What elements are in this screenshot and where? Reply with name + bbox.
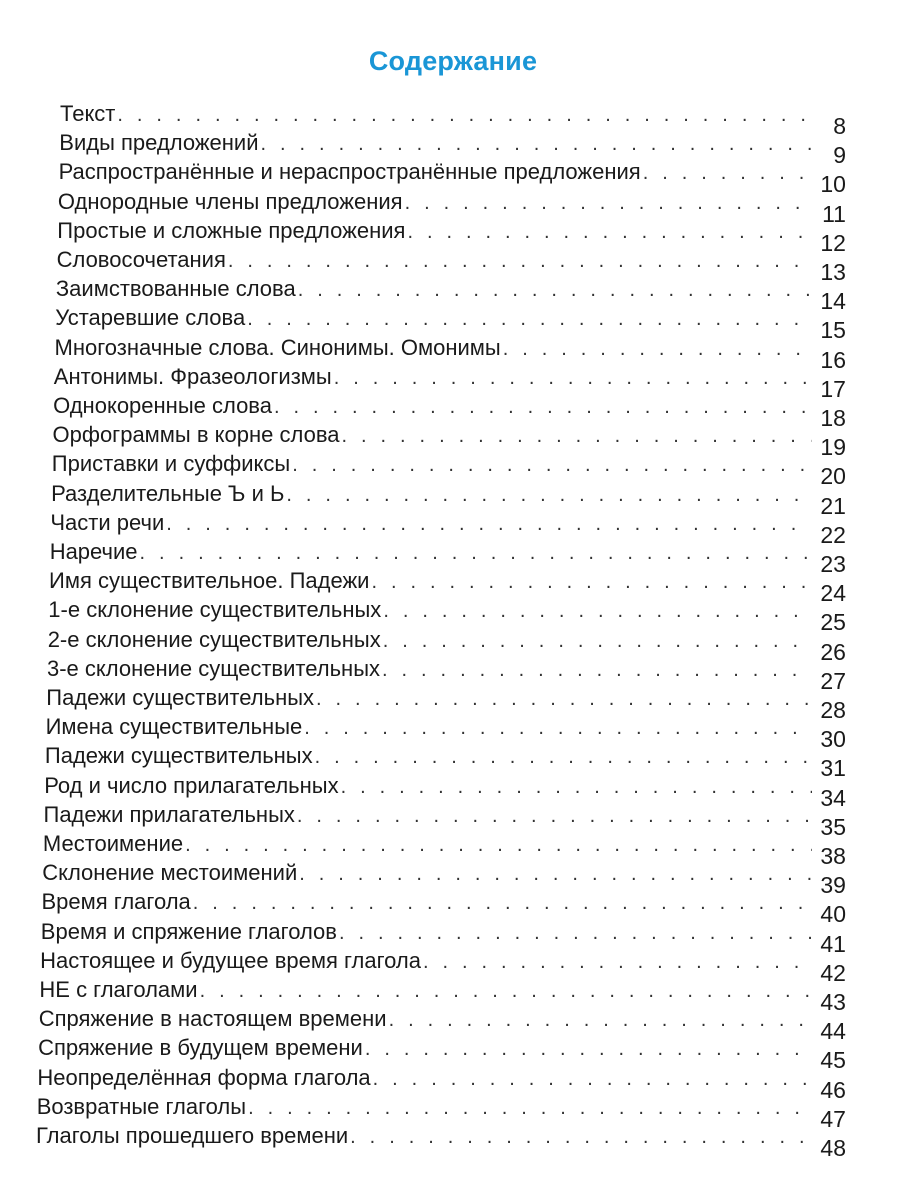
toc-entry-page-number: 31 — [820, 755, 846, 782]
toc-dot-leader — [228, 251, 812, 271]
toc-entry-page-number: 34 — [820, 784, 846, 811]
toc-entry-page-number: 48 — [820, 1135, 846, 1161]
toc-dot-leader — [365, 1039, 812, 1059]
toc-entry — [52, 417, 847, 461]
toc-dot-leader — [334, 368, 812, 388]
toc-dot-leader — [371, 572, 812, 592]
toc-dot-leader — [423, 952, 812, 972]
toc-title: Содержание — [368, 46, 538, 76]
toc-entry-page-number: 43 — [820, 989, 846, 1015]
toc-dot-leader — [339, 923, 812, 943]
toc-dot-leader — [350, 1127, 812, 1147]
toc-entry-label: Заимствованные слова — [55, 276, 296, 302]
toc-dot-leader — [299, 864, 812, 884]
toc-entry-label: Спряжение в настоящем времени — [38, 1006, 387, 1032]
toc-entry — [44, 768, 846, 811]
toc-entry-label: Падежи прилагательных — [43, 801, 295, 827]
toc-entry — [49, 534, 846, 577]
toc-entry-page-number: 41 — [820, 930, 846, 957]
toc-entry-label: Однокоренные слова — [53, 393, 272, 418]
toc-entry — [47, 651, 846, 694]
toc-entry-label: НЕ с глаголами — [39, 977, 198, 1002]
toc-entry-page-number: 24 — [820, 580, 846, 607]
toc-entry — [60, 96, 846, 139]
toc-entry — [55, 271, 846, 315]
toc-entry — [42, 855, 846, 899]
toc-entry — [47, 622, 846, 665]
toc-entry — [56, 242, 846, 285]
toc-entry-label: Текст — [60, 101, 116, 126]
toc-entry-page-number: 28 — [820, 697, 846, 723]
toc-entry — [36, 1118, 846, 1161]
toc-entry — [40, 914, 846, 957]
toc-entry-page-number: 8 — [833, 113, 846, 139]
toc-entry — [51, 446, 846, 490]
toc-entry — [46, 680, 846, 723]
toc-dot-leader — [247, 309, 812, 329]
toc-entry-page-number: 14 — [820, 288, 846, 315]
toc-entry-label: Глаголы прошедшего времени — [36, 1123, 349, 1148]
toc-entry — [48, 592, 846, 636]
toc-entry-page-number: 45 — [820, 1047, 846, 1074]
toc-dot-leader — [315, 747, 812, 767]
toc-entry-page-number: 12 — [820, 229, 846, 256]
toc-entry-label: Род и число прилагательных — [44, 772, 339, 798]
toc-entry-page-number: 42 — [820, 959, 846, 986]
toc-entry-page-number: 27 — [820, 667, 846, 694]
toc-entry-page-number: 23 — [820, 551, 846, 577]
toc-entry-page-number: 10 — [820, 171, 846, 198]
toc-entry-page-number: 35 — [820, 813, 846, 840]
toc-entry — [38, 1030, 846, 1074]
toc-dot-leader — [274, 397, 812, 417]
toc-entry-label: 1-е склонение существительных — [48, 597, 382, 623]
toc-dot-leader — [405, 193, 812, 213]
toc-entry-label: Возвратные глаголы — [36, 1093, 247, 1119]
toc-entry-label: Время и спряжение глаголов — [40, 918, 337, 944]
toc-entry-label: Падежи существительных — [44, 743, 313, 769]
toc-entry-label: Склонение местоимений — [42, 860, 298, 886]
toc-entry-label: Время глагола — [41, 889, 191, 915]
toc-entry — [53, 388, 846, 431]
toc-entry-page-number: 20 — [820, 463, 846, 490]
toc-entry-page-number: 19 — [820, 434, 846, 461]
toc-entry — [43, 797, 847, 840]
toc-entry-page-number: 44 — [820, 1018, 846, 1045]
toc-dot-leader — [389, 1010, 812, 1030]
toc-entry-page-number: 38 — [820, 843, 846, 869]
toc-entry-page-number: 47 — [820, 1105, 846, 1132]
toc-entry-page-number: 13 — [820, 259, 846, 285]
toc-entry-label: Словосочетания — [56, 247, 226, 272]
toc-entry — [59, 125, 846, 169]
toc-dot-leader — [383, 601, 812, 621]
toc-entry-label: Настоящее и будущее время глагола — [40, 947, 421, 973]
toc-entry-page-number: 40 — [820, 901, 846, 928]
toc-entry — [58, 154, 846, 198]
toc-entry-label: Орфограммы в корне слова — [52, 422, 340, 448]
toc-entry-label: Многозначные слова. Синонимы. Омонимы — [54, 334, 501, 360]
toc-dot-leader — [643, 163, 812, 183]
toc-entry-label: Антонимы. Фразеологизмы — [53, 363, 332, 389]
toc-dot-leader — [304, 718, 812, 738]
toc-entry — [49, 563, 846, 607]
toc-dot-leader — [261, 134, 812, 154]
toc-entry — [39, 972, 846, 1015]
toc-entry-label: 2-е склонение существительных — [47, 626, 381, 652]
toc-entry — [53, 359, 846, 402]
toc-entry-label: Однородные члены предложения — [57, 188, 403, 214]
toc-dot-leader — [248, 1098, 812, 1118]
toc-entry — [51, 476, 846, 519]
toc-entry-label: Имена существительные — [45, 714, 303, 740]
toc-entry-label: 3-е склонение существительных — [47, 655, 381, 681]
toc-entry — [37, 1060, 846, 1103]
toc-entry — [54, 330, 847, 373]
toc-entry-label: Неопределённая форма глагола — [37, 1064, 371, 1090]
toc-entry-page-number: 39 — [820, 872, 846, 899]
toc-dot-leader — [382, 660, 812, 680]
toc-entry-label: Простые и сложные предложения — [57, 217, 406, 243]
toc-entry-page-number: 30 — [820, 726, 846, 753]
toc-dot-leader — [298, 280, 812, 300]
toc-entry — [40, 943, 846, 986]
toc-entry-page-number: 21 — [820, 492, 846, 519]
toc-entry — [55, 300, 846, 344]
toc-entry-page-number: 9 — [833, 142, 846, 169]
toc-dot-leader — [316, 689, 812, 709]
toc-entry-label: Виды предложений — [59, 130, 259, 156]
toc-dot-leader — [297, 806, 812, 826]
toc-entry-label: Падежи существительных — [46, 685, 315, 710]
toc-entry-page-number: 11 — [822, 200, 846, 227]
toc-entry — [41, 884, 847, 928]
toc-entry-page-number: 22 — [820, 521, 846, 548]
toc-entry-label: Спряжение в будущем времени — [38, 1035, 363, 1061]
toc-dot-leader — [117, 105, 812, 125]
toc-entry-label: Разделительные Ъ и Ь — [51, 480, 285, 506]
toc-entry — [45, 709, 846, 753]
toc-entry-label: Наречие — [49, 539, 138, 564]
toc-entry — [57, 213, 846, 256]
toc-dot-leader — [383, 631, 812, 651]
toc-dot-leader — [407, 222, 812, 242]
toc-dot-leader — [503, 339, 812, 359]
toc-dot-leader — [193, 893, 812, 913]
toc-entry-label: Приставки и суффиксы — [51, 451, 291, 477]
toc-entry-label: Распространённые и нераспространённые предложения — [58, 159, 641, 185]
toc-entry-page-number: 17 — [820, 375, 846, 402]
toc-dot-leader — [166, 514, 812, 534]
toc-dot-leader — [373, 1069, 812, 1089]
toc-dot-leader — [200, 981, 812, 1001]
toc-entry — [36, 1089, 846, 1132]
toc-dot-leader — [286, 485, 812, 505]
toc-dot-leader — [341, 777, 812, 797]
toc-entry — [44, 738, 846, 782]
toc-dot-leader — [292, 455, 812, 475]
toc-entry — [50, 505, 846, 548]
toc-entry-label: Имя существительное. Падежи — [49, 568, 370, 594]
toc-dot-leader — [140, 543, 812, 563]
toc-entry-page-number: 46 — [820, 1076, 846, 1103]
toc-entry-label: Части речи — [50, 509, 165, 535]
toc-entry-page-number: 15 — [820, 317, 846, 344]
toc-entry-page-number: 16 — [820, 346, 846, 373]
toc-dot-leader — [185, 835, 812, 855]
toc-entry — [42, 826, 846, 869]
toc-entry-page-number: 18 — [820, 405, 846, 431]
toc-dot-leader — [342, 426, 813, 446]
toc-entry-page-number: 25 — [820, 609, 846, 636]
toc-entry-label: Устаревшие слова — [55, 305, 246, 331]
toc-entry — [38, 1001, 846, 1045]
toc-entry-label: Местоимение — [42, 831, 184, 856]
toc-entry-page-number: 26 — [820, 638, 846, 665]
toc-entry — [57, 184, 846, 227]
